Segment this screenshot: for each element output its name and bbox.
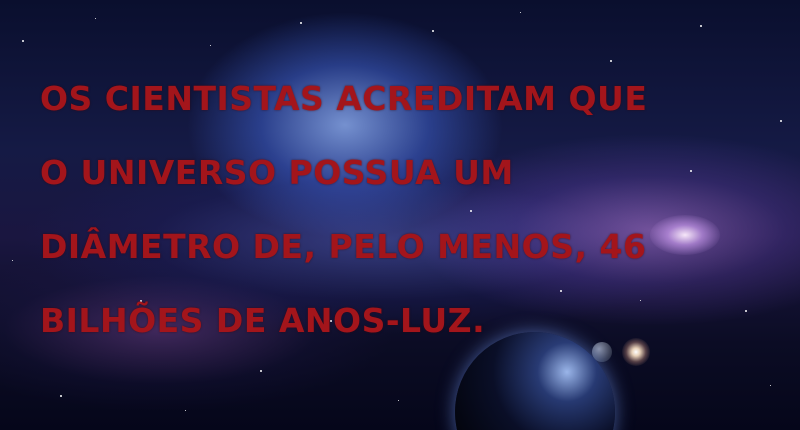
caption-line-1: OS CIENTISTAS ACREDITAM QUE	[40, 79, 648, 118]
caption-line-2: O UNIVERSO POSSUA UM	[40, 153, 514, 192]
caption-line-4: BILHÕES DE ANOS-LUZ.	[40, 301, 486, 340]
caption-line-3: DIÂMETRO DE, PELO MENOS, 46	[40, 227, 647, 266]
caption-text	[40, 62, 790, 358]
